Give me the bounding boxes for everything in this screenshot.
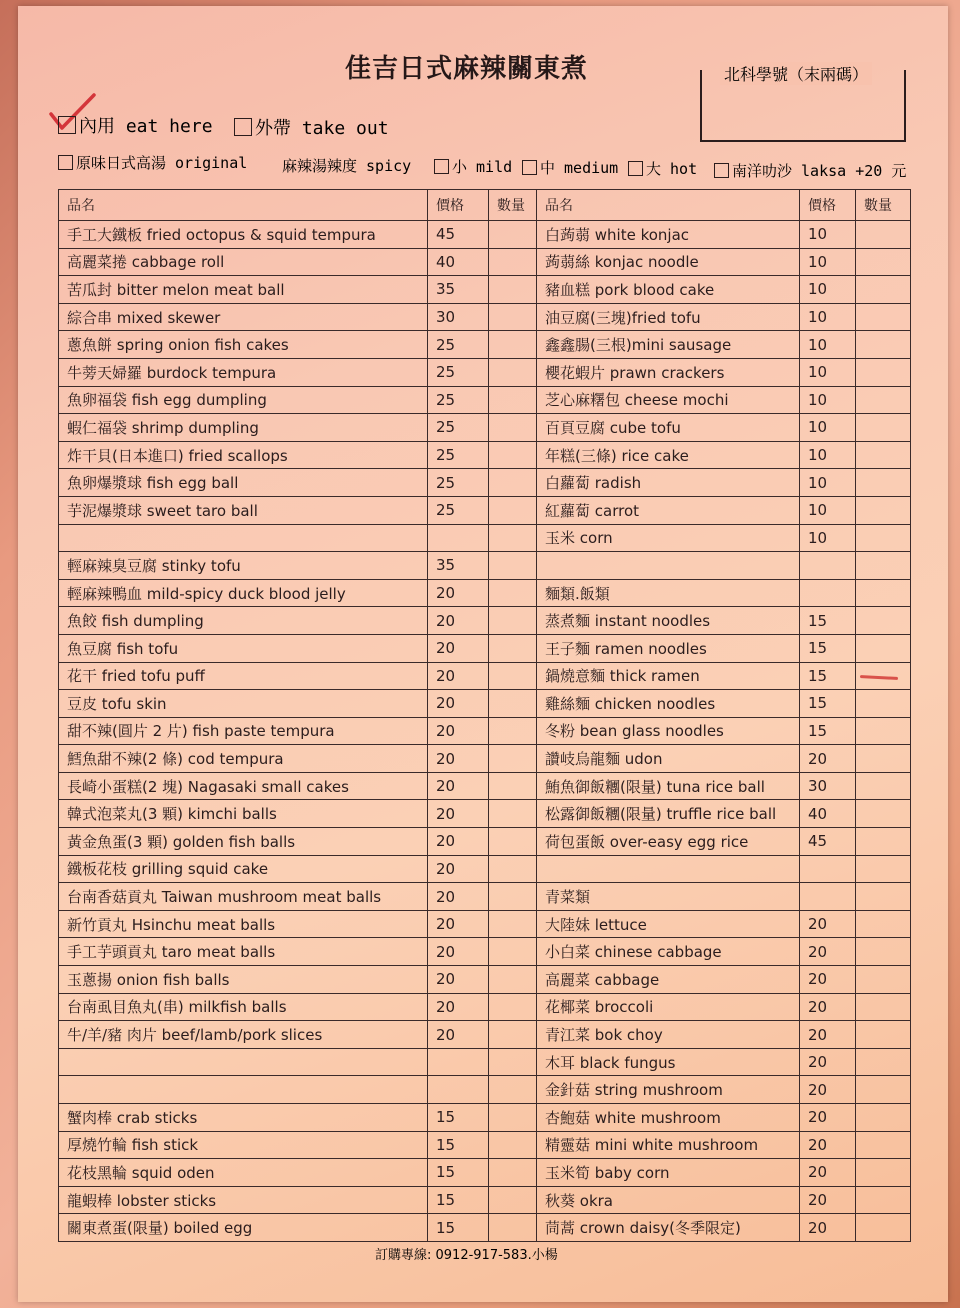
- table-row: [59, 717, 911, 745]
- table-row: [59, 248, 911, 276]
- left-item-name: 輕麻辣鴨血 mild-spicy duck blood jelly: [59, 579, 428, 607]
- left-item-price: 20: [428, 745, 489, 773]
- left-item-name: [59, 524, 428, 552]
- table-row: [59, 579, 911, 607]
- table-row: [59, 1186, 911, 1214]
- table-row: [59, 800, 911, 828]
- eat-here-checkbox[interactable]: [58, 116, 76, 134]
- left-item-price: 25: [428, 358, 489, 386]
- left-item-name: 牛蒡天婦羅 burdock tempura: [59, 358, 428, 386]
- table-row: [59, 524, 911, 552]
- left-item-price: 20: [428, 772, 489, 800]
- left-item-price: 25: [428, 441, 489, 469]
- left-item-qty[interactable]: [489, 993, 537, 1021]
- left-item-qty[interactable]: [489, 524, 537, 552]
- left-item-qty[interactable]: [489, 303, 537, 331]
- right-item-qty[interactable]: [856, 1186, 911, 1214]
- left-item-price: 20: [428, 910, 489, 938]
- left-item-qty[interactable]: [489, 358, 537, 386]
- table-header-row: [59, 190, 911, 221]
- right-item-name: [537, 855, 800, 883]
- left-item-name: 蔥魚餅 spring onion fish cakes: [59, 331, 428, 359]
- eat-here-label: 內用 eat here: [79, 116, 213, 137]
- left-item-name: 花干 fried tofu puff: [59, 662, 428, 690]
- table-row: [59, 276, 911, 304]
- laksa-label: 南洋叻沙 laksa +20 元: [732, 162, 907, 180]
- left-item-price: 20: [428, 938, 489, 966]
- right-item-name: 櫻花蝦片 prawn crackers: [537, 358, 800, 386]
- left-item-price: 25: [428, 496, 489, 524]
- left-item-name: 台南香菇貢丸 Taiwan mushroom meat balls: [59, 883, 428, 911]
- right-item-name: 白蒟蒻 white konjac: [537, 221, 800, 249]
- table-row: [59, 331, 911, 359]
- right-item-qty[interactable]: [856, 828, 911, 856]
- take-out-label: 外帶 take out: [255, 118, 389, 139]
- left-item-qty[interactable]: [489, 607, 537, 635]
- left-item-qty[interactable]: [489, 1048, 537, 1076]
- table-row: [59, 993, 911, 1021]
- left-item-name: 芋泥爆漿球 sweet taro ball: [59, 496, 428, 524]
- table-row: [59, 745, 911, 773]
- left-item-qty[interactable]: [489, 248, 537, 276]
- right-item-price: 20: [800, 1076, 856, 1104]
- table-row: [59, 469, 911, 497]
- right-item-qty[interactable]: [856, 910, 911, 938]
- right-item-qty[interactable]: [856, 993, 911, 1021]
- left-item-price: 20: [428, 883, 489, 911]
- right-item-price: 15: [800, 662, 856, 690]
- right-item-qty[interactable]: [856, 469, 911, 497]
- left-item-name: 厚燒竹輪 fish stick: [59, 1131, 428, 1159]
- right-item-price: 20: [800, 910, 856, 938]
- left-item-name: 龍蝦棒 lobster sticks: [59, 1186, 428, 1214]
- left-item-qty[interactable]: [489, 910, 537, 938]
- student-id-label: 北科學號（末兩碼）: [720, 62, 872, 85]
- right-item-qty[interactable]: [856, 1104, 911, 1132]
- spicy-label-row: [282, 155, 411, 176]
- right-item-price: 20: [800, 1186, 856, 1214]
- right-item-name: 金針菇 string mushroom: [537, 1076, 800, 1104]
- right-item-name: 茼蒿 crown daisy(冬季限定): [537, 1214, 800, 1242]
- right-item-name: 油豆腐(三塊)fried tofu: [537, 303, 800, 331]
- right-item-qty[interactable]: [856, 1021, 911, 1049]
- right-item-qty[interactable]: [856, 303, 911, 331]
- left-item-price: 35: [428, 552, 489, 580]
- table-row: [59, 662, 911, 690]
- right-item-name: [537, 552, 800, 580]
- right-item-price: 10: [800, 386, 856, 414]
- header-qty-right: 數量: [856, 190, 911, 221]
- left-item-name: 鐵板花枝 grilling squid cake: [59, 855, 428, 883]
- left-item-qty[interactable]: [489, 800, 537, 828]
- right-item-qty[interactable]: [856, 855, 911, 883]
- left-item-qty[interactable]: [489, 386, 537, 414]
- left-item-qty[interactable]: [489, 1076, 537, 1104]
- header-qty-left: 數量: [489, 190, 537, 221]
- right-item-price: 20: [800, 966, 856, 994]
- right-item-name: 豬血糕 pork blood cake: [537, 276, 800, 304]
- right-item-qty[interactable]: [856, 1159, 911, 1187]
- left-item-qty[interactable]: [489, 966, 537, 994]
- left-item-price: 40: [428, 248, 489, 276]
- right-item-price: 10: [800, 524, 856, 552]
- laksa-checkbox[interactable]: [714, 163, 729, 178]
- right-item-qty[interactable]: [856, 800, 911, 828]
- right-item-name: 玉米筍 baby corn: [537, 1159, 800, 1187]
- right-item-name: 冬粉 bean glass noodles: [537, 717, 800, 745]
- right-item-qty[interactable]: [856, 358, 911, 386]
- hot-checkbox[interactable]: [628, 161, 643, 176]
- left-item-price: 15: [428, 1131, 489, 1159]
- table-row: [59, 772, 911, 800]
- left-item-qty[interactable]: [489, 276, 537, 304]
- right-item-price: 45: [800, 828, 856, 856]
- right-item-price: 15: [800, 717, 856, 745]
- medium-checkbox[interactable]: [522, 160, 537, 175]
- left-item-price: 20: [428, 579, 489, 607]
- table-row: [59, 1048, 911, 1076]
- laksa-option[interactable]: [714, 160, 906, 181]
- menu-table: [58, 189, 911, 1242]
- left-item-qty[interactable]: [489, 717, 537, 745]
- right-item-qty[interactable]: [856, 883, 911, 911]
- right-item-price: 20: [800, 1021, 856, 1049]
- left-item-name: 韓式泡菜丸(3 顆) kimchi balls: [59, 800, 428, 828]
- left-item-qty[interactable]: [489, 828, 537, 856]
- right-item-name: 精靈菇 mini white mushroom: [537, 1131, 800, 1159]
- take-out-checkbox[interactable]: [234, 118, 252, 136]
- right-item-price: 10: [800, 414, 856, 442]
- right-item-price: 10: [800, 496, 856, 524]
- table-row: [59, 1159, 911, 1187]
- left-item-price: 15: [428, 1159, 489, 1187]
- left-item-qty[interactable]: [489, 634, 537, 662]
- left-item-qty[interactable]: [489, 414, 537, 442]
- left-item-price: 20: [428, 717, 489, 745]
- right-item-name: 雞絲麵 chicken noodles: [537, 690, 800, 718]
- table-row: [59, 1214, 911, 1242]
- take-out-option[interactable]: [234, 114, 389, 140]
- table-row: [59, 303, 911, 331]
- left-item-name: 新竹貢丸 Hsinchu meat balls: [59, 910, 428, 938]
- header-price-left: 價格: [428, 190, 489, 221]
- table-row: [59, 414, 911, 442]
- left-item-name: 花枝黑輪 squid oden: [59, 1159, 428, 1187]
- header-name-left: 品名: [59, 190, 428, 221]
- left-item-price: 20: [428, 1021, 489, 1049]
- left-item-qty[interactable]: [489, 690, 537, 718]
- left-item-price: 30: [428, 303, 489, 331]
- left-item-name: 苦瓜封 bitter melon meat ball: [59, 276, 428, 304]
- mild-option[interactable]: [434, 156, 512, 177]
- spicy-label: 麻辣湯辣度 spicy: [282, 157, 412, 175]
- right-item-qty[interactable]: [856, 552, 911, 580]
- right-item-price: 10: [800, 248, 856, 276]
- right-item-name: 年糕(三條) rice cake: [537, 441, 800, 469]
- right-item-name: 玉米 corn: [537, 524, 800, 552]
- right-item-qty[interactable]: [856, 221, 911, 249]
- right-item-name: 花椰菜 broccoli: [537, 993, 800, 1021]
- left-item-qty[interactable]: [489, 469, 537, 497]
- left-item-name: 鱈魚甜不辣(2 條) cod tempura: [59, 745, 428, 773]
- left-item-price: 20: [428, 690, 489, 718]
- right-item-price: [800, 552, 856, 580]
- table-row: [59, 496, 911, 524]
- table-row: [59, 386, 911, 414]
- medium-label: 中 medium: [540, 159, 619, 177]
- right-item-name: 紅蘿蔔 carrot: [537, 496, 800, 524]
- right-item-name: 松露御飯糰(限量) truffle rice ball: [537, 800, 800, 828]
- right-item-price: 10: [800, 276, 856, 304]
- left-item-price: [428, 524, 489, 552]
- left-item-price: 20: [428, 828, 489, 856]
- right-item-qty[interactable]: [856, 966, 911, 994]
- right-item-name: 小白菜 chinese cabbage: [537, 938, 800, 966]
- left-item-name: 關東煮蛋(限量) boiled egg: [59, 1214, 428, 1242]
- right-item-name: 鮪魚御飯糰(限量) tuna rice ball: [537, 772, 800, 800]
- left-item-qty[interactable]: [489, 855, 537, 883]
- left-item-price: 15: [428, 1104, 489, 1132]
- left-item-name: 魚豆腐 fish tofu: [59, 634, 428, 662]
- left-item-price: 20: [428, 662, 489, 690]
- left-item-qty[interactable]: [489, 772, 537, 800]
- right-item-name: 芝心麻糬包 cheese mochi: [537, 386, 800, 414]
- left-item-qty[interactable]: [489, 552, 537, 580]
- left-item-name: 黃金魚蛋(3 顆) golden fish balls: [59, 828, 428, 856]
- right-item-name: 大陸妹 lettuce: [537, 910, 800, 938]
- left-item-name: [59, 1048, 428, 1076]
- right-item-qty[interactable]: [856, 607, 911, 635]
- header-name-right: 品名: [537, 190, 800, 221]
- right-item-qty[interactable]: [856, 938, 911, 966]
- left-item-qty[interactable]: [489, 938, 537, 966]
- right-item-price: 20: [800, 938, 856, 966]
- left-item-name: 台南虱目魚丸(串) milkfish balls: [59, 993, 428, 1021]
- mild-checkbox[interactable]: [434, 159, 449, 174]
- left-item-name: 魚餃 fish dumpling: [59, 607, 428, 635]
- left-item-name: 手工大鐵板 fried octopus & squid tempura: [59, 221, 428, 249]
- right-item-qty[interactable]: [856, 772, 911, 800]
- right-item-name: 讚岐烏龍麵 udon: [537, 745, 800, 773]
- left-item-name: 甜不辣(圓片 2 片) fish paste tempura: [59, 717, 428, 745]
- page-title: 佳吉日式麻辣關東煮: [345, 54, 589, 84]
- medium-option[interactable]: [522, 157, 618, 178]
- left-item-name: 蝦仁福袋 shrimp dumpling: [59, 414, 428, 442]
- left-item-price: 20: [428, 634, 489, 662]
- left-item-price: 45: [428, 221, 489, 249]
- right-item-price: 15: [800, 607, 856, 635]
- left-item-name: 玉蔥揚 onion fish balls: [59, 966, 428, 994]
- left-item-qty[interactable]: [489, 662, 537, 690]
- right-item-price: 15: [800, 634, 856, 662]
- right-item-name: 荷包蛋飯 over-easy egg rice: [537, 828, 800, 856]
- left-item-price: 25: [428, 386, 489, 414]
- right-item-price: 10: [800, 358, 856, 386]
- left-item-price: 35: [428, 276, 489, 304]
- right-item-qty[interactable]: [856, 441, 911, 469]
- left-item-qty[interactable]: [489, 745, 537, 773]
- left-item-qty[interactable]: [489, 221, 537, 249]
- left-item-name: 綜合串 mixed skewer: [59, 303, 428, 331]
- order-hotline: 訂購專線: 0912-917-583.小楊: [375, 1248, 558, 1263]
- left-item-qty[interactable]: [489, 1131, 537, 1159]
- right-item-price: 40: [800, 800, 856, 828]
- right-item-price: 10: [800, 441, 856, 469]
- right-item-name: 蒟蒻絲 konjac noodle: [537, 248, 800, 276]
- right-item-qty[interactable]: [856, 579, 911, 607]
- right-item-qty[interactable]: [856, 331, 911, 359]
- mild-label: 小 mild: [452, 158, 513, 176]
- right-item-qty[interactable]: [856, 248, 911, 276]
- left-item-qty[interactable]: [489, 1214, 537, 1242]
- right-item-price: 15: [800, 690, 856, 718]
- left-item-price: 20: [428, 855, 489, 883]
- left-item-name: 魚卵爆漿球 fish egg ball: [59, 469, 428, 497]
- header-price-right: 價格: [800, 190, 856, 221]
- left-item-name: 魚卵福袋 fish egg dumpling: [59, 386, 428, 414]
- right-item-qty[interactable]: [856, 745, 911, 773]
- right-item-price: 30: [800, 772, 856, 800]
- table-row: [59, 690, 911, 718]
- left-item-name: 牛/羊/豬 肉片 beef/lamb/pork slices: [59, 1021, 428, 1049]
- right-item-price: 20: [800, 1214, 856, 1242]
- table-row: [59, 607, 911, 635]
- left-item-price: 25: [428, 469, 489, 497]
- table-row: [59, 910, 911, 938]
- left-item-name: 高麗菜捲 cabbage roll: [59, 248, 428, 276]
- right-item-price: 10: [800, 469, 856, 497]
- left-item-qty[interactable]: [489, 331, 537, 359]
- table-row: [59, 855, 911, 883]
- table-row: [59, 1076, 911, 1104]
- right-item-qty[interactable]: [856, 414, 911, 442]
- left-item-name: [59, 1076, 428, 1104]
- table-row: [59, 1104, 911, 1132]
- right-item-qty[interactable]: [856, 524, 911, 552]
- right-item-name: 高麗菜 cabbage: [537, 966, 800, 994]
- table-row: [59, 552, 911, 580]
- left-item-price: [428, 1048, 489, 1076]
- right-item-name: 秋葵 okra: [537, 1186, 800, 1214]
- right-item-qty[interactable]: [856, 1076, 911, 1104]
- table-row: [59, 358, 911, 386]
- right-item-qty[interactable]: [856, 386, 911, 414]
- left-item-qty[interactable]: [489, 1021, 537, 1049]
- right-item-price: 20: [800, 1131, 856, 1159]
- left-item-qty[interactable]: [489, 1186, 537, 1214]
- right-item-name: 百頁豆腐 cube tofu: [537, 414, 800, 442]
- right-item-qty[interactable]: [856, 634, 911, 662]
- left-item-qty[interactable]: [489, 1159, 537, 1187]
- table-row: [59, 441, 911, 469]
- right-item-price: 20: [800, 1104, 856, 1132]
- right-item-qty[interactable]: [856, 1214, 911, 1242]
- left-item-price: 20: [428, 966, 489, 994]
- right-item-qty[interactable]: [856, 1131, 911, 1159]
- right-item-price: [800, 579, 856, 607]
- right-item-qty[interactable]: [856, 690, 911, 718]
- left-item-qty[interactable]: [489, 496, 537, 524]
- left-item-price: 25: [428, 414, 489, 442]
- original-label: 原味日式高湯 original: [76, 154, 248, 172]
- left-item-name: 手工芋頭貢丸 taro meat balls: [59, 938, 428, 966]
- left-item-qty[interactable]: [489, 579, 537, 607]
- table-row: [59, 828, 911, 856]
- left-item-name: 炸干貝(日本進口) fried scallops: [59, 441, 428, 469]
- right-item-name: 青菜類: [537, 883, 800, 911]
- left-item-name: 豆皮 tofu skin: [59, 690, 428, 718]
- table-row: [59, 1131, 911, 1159]
- left-item-price: 20: [428, 800, 489, 828]
- original-checkbox[interactable]: [58, 155, 73, 170]
- table-row: [59, 634, 911, 662]
- left-item-price: 15: [428, 1186, 489, 1214]
- left-item-qty[interactable]: [489, 1104, 537, 1132]
- left-item-price: 20: [428, 607, 489, 635]
- right-item-price: [800, 855, 856, 883]
- hot-label: 大 hot: [646, 160, 698, 178]
- left-item-qty[interactable]: [489, 883, 537, 911]
- right-item-qty[interactable]: [856, 496, 911, 524]
- table-row: [59, 883, 911, 911]
- right-item-name: 鍋燒意麵 thick ramen: [537, 662, 800, 690]
- right-item-name: 蒸煮麵 instant noodles: [537, 607, 800, 635]
- table-row: [59, 221, 911, 249]
- right-item-name: 青江菜 bok choy: [537, 1021, 800, 1049]
- table-row: [59, 1021, 911, 1049]
- right-item-name: 木耳 black fungus: [537, 1048, 800, 1076]
- table-row: [59, 966, 911, 994]
- right-item-qty[interactable]: [856, 717, 911, 745]
- left-item-price: [428, 1076, 489, 1104]
- right-item-price: [800, 883, 856, 911]
- table-row: [59, 938, 911, 966]
- right-item-name: 王子麵 ramen noodles: [537, 634, 800, 662]
- right-item-price: 20: [800, 1159, 856, 1187]
- right-item-price: 20: [800, 993, 856, 1021]
- left-item-name: 輕麻辣臭豆腐 stinky tofu: [59, 552, 428, 580]
- right-item-qty[interactable]: [856, 1048, 911, 1076]
- left-item-name: 長崎小蛋糕(2 塊) Nagasaki small cakes: [59, 772, 428, 800]
- right-item-price: 20: [800, 1048, 856, 1076]
- right-item-name: 鑫鑫腸(三根)mini sausage: [537, 331, 800, 359]
- eat-here-option[interactable]: [58, 112, 213, 138]
- left-item-name: 蟹肉棒 crab sticks: [59, 1104, 428, 1132]
- right-item-price: 10: [800, 221, 856, 249]
- right-item-name: 白蘿蔔 radish: [537, 469, 800, 497]
- right-item-price: 20: [800, 745, 856, 773]
- left-item-price: 20: [428, 993, 489, 1021]
- left-item-price: 25: [428, 331, 489, 359]
- right-item-name: 麵類.飯類: [537, 579, 800, 607]
- original-option[interactable]: [58, 152, 247, 173]
- left-item-qty[interactable]: [489, 441, 537, 469]
- right-item-price: 10: [800, 303, 856, 331]
- hot-option[interactable]: [628, 158, 697, 179]
- right-item-qty[interactable]: [856, 276, 911, 304]
- right-item-name: 杏鮑菇 white mushroom: [537, 1104, 800, 1132]
- left-item-price: 15: [428, 1214, 489, 1242]
- right-item-price: 10: [800, 331, 856, 359]
